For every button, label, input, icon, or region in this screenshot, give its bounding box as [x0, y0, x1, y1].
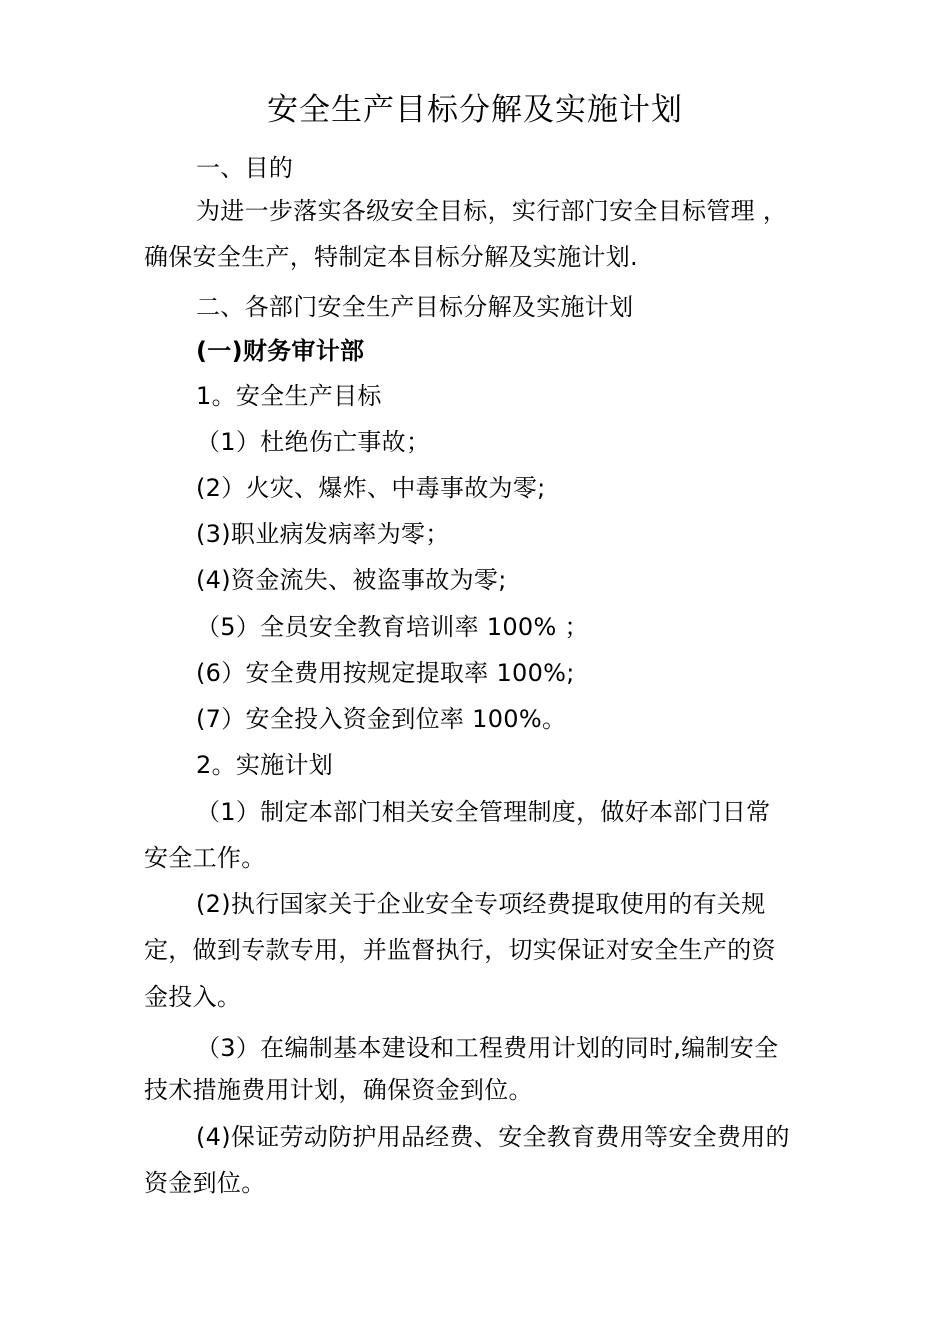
paragraph-line: (2)执行国家关于企业安全专项经费提取使用的有关规 — [196, 890, 766, 918]
item-heading-implementation: 2。实施计划 — [196, 751, 334, 779]
paragraph-line: （1）制定本部门相关安全管理制度，做好本部门日常 — [196, 798, 771, 826]
section-heading-purpose: 一、目的 — [196, 154, 294, 182]
paragraph-line: （3）在编制基本建设和工程费用计划的同时,编制安全 — [196, 1034, 779, 1062]
list-item: （1）杜绝伤亡事故； — [196, 428, 431, 456]
paragraph-line: (4)保证劳动防护用品经费、安全教育费用等安全费用的 — [196, 1123, 790, 1151]
list-item: (4)资金流失、被盗事故为零; — [196, 566, 507, 594]
document-title: 安全生产目标分解及实施计划 — [267, 92, 683, 128]
list-item: (6）安全费用按规定提取率 100%; — [196, 659, 575, 687]
list-item: (7）安全投入资金到位率 100%。 — [196, 705, 567, 733]
paragraph-line: 定，做到专款专用，并监督执行，切实保证对安全生产的资 — [144, 936, 776, 964]
paragraph-line: 金投入。 — [144, 983, 242, 1011]
paragraph-line: 为进一步落实各级安全目标，实行部门安全目标管理 ， — [196, 197, 788, 225]
section-heading-plan: 二、各部门安全生产目标分解及实施计划 — [196, 293, 634, 321]
list-item: （5）全员安全教育培训率 100% ； — [196, 613, 589, 641]
paragraph-line: 资金到位。 — [144, 1169, 266, 1197]
item-heading-goals: 1。安全生产目标 — [196, 382, 382, 410]
list-item: (2）火灾、爆炸、中毒事故为零; — [196, 474, 546, 502]
subsection-heading-finance: (一)财务审计部 — [196, 337, 365, 365]
list-item: (3)职业病发病率为零； — [196, 520, 450, 548]
paragraph-line: 确保安全生产，特制定本目标分解及实施计划. — [144, 243, 638, 271]
paragraph-line: 技术措施费用计划，确保资金到位。 — [144, 1076, 533, 1104]
paragraph-line: 安全工作。 — [144, 844, 266, 872]
